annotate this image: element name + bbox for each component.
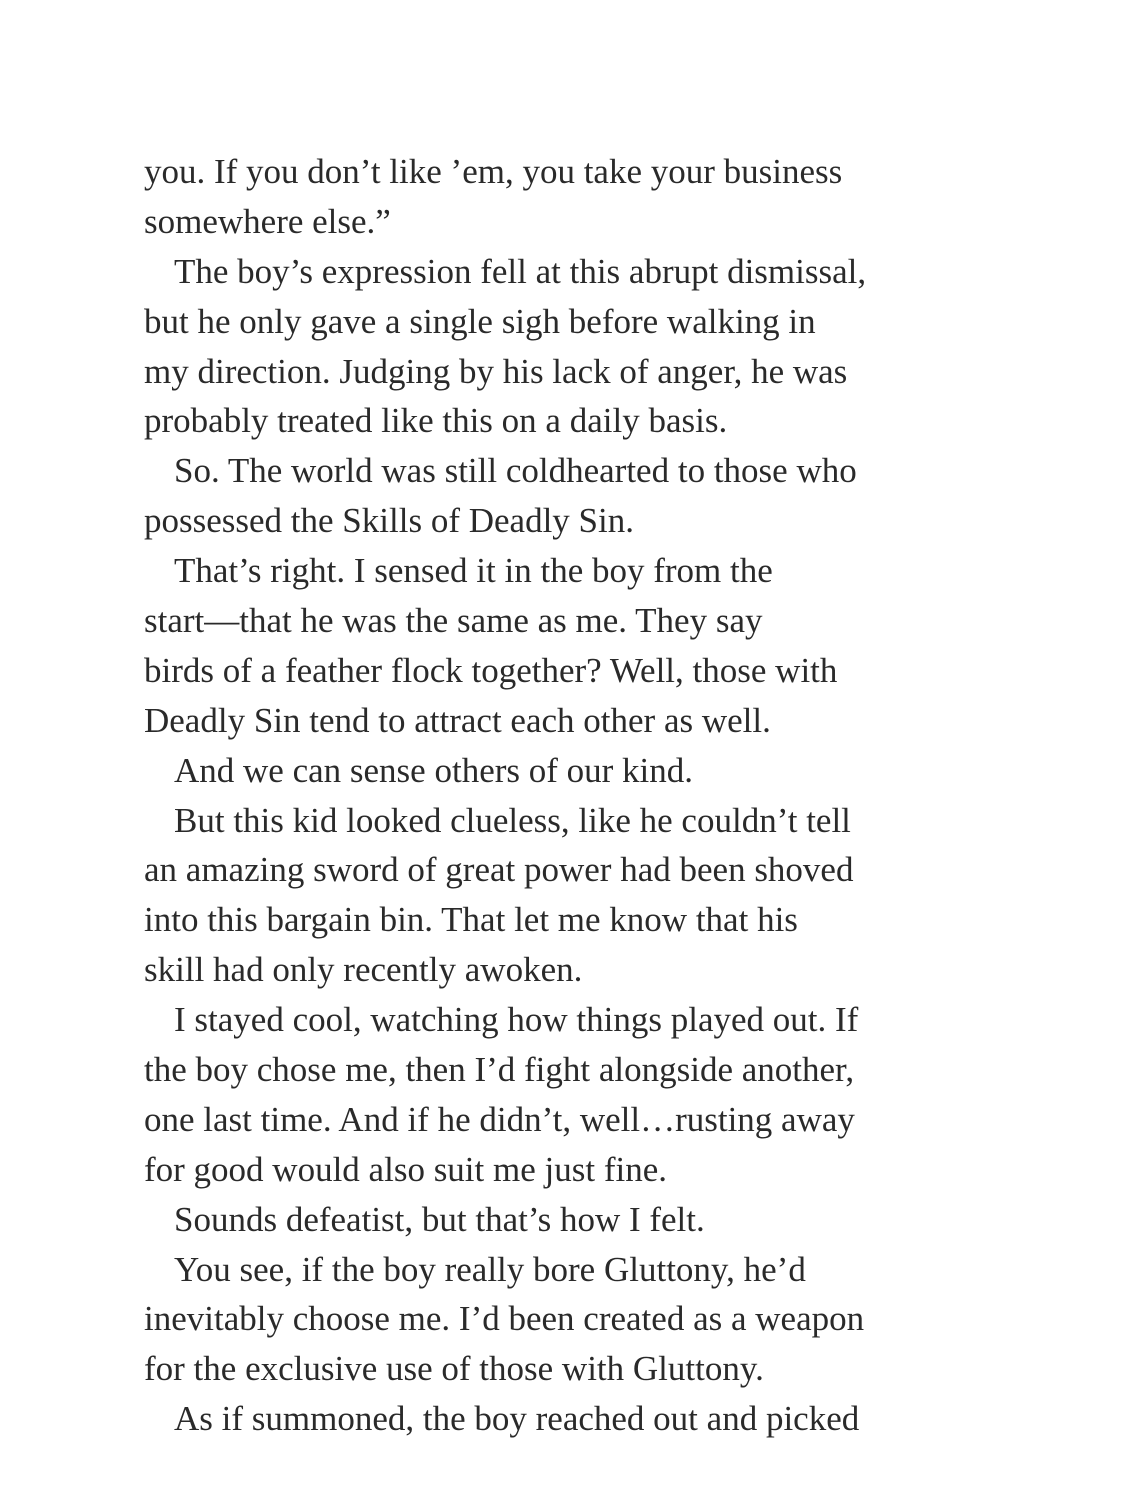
text-line: probably treated like this on a daily basis.	[144, 401, 728, 441]
text-line: inevitably choose me. I’d been created as a weapon	[144, 1299, 865, 1339]
text-line: I stayed cool, watching how things played out. If	[174, 1000, 859, 1040]
text-line: But this kid looked clueless, like he couldn’t tell	[174, 800, 851, 840]
text-line: for the exclusive use of those with Gluttony.	[144, 1349, 764, 1389]
text-line: As if summoned, the boy reached out and picked	[174, 1399, 860, 1439]
text-line: somewhere else.”	[144, 201, 391, 241]
text-line: The boy’s expression fell at this abrupt dismissal,	[174, 251, 867, 291]
text-line: possessed the Skills of Deadly Sin.	[144, 501, 634, 541]
text-line: one last time. And if he didn’t, well…rusting away	[144, 1099, 855, 1139]
text-line: skill had only recently awoken.	[144, 950, 583, 990]
text-line: birds of a feather flock together? Well, those with	[144, 650, 838, 690]
text-line: into this bargain bin. That let me know that his	[144, 900, 798, 940]
text-line: You see, if the boy really bore Gluttony, he’d	[174, 1249, 806, 1289]
text-line: but he only gave a single sigh before walking in	[144, 301, 816, 341]
text-line: Sounds defeatist, but that’s how I felt.	[174, 1199, 705, 1239]
text-line: my direction. Judging by his lack of anger, he was	[144, 351, 848, 391]
body-text	[144, 147, 974, 1444]
text-line: And we can sense others of our kind.	[174, 750, 694, 790]
text-line: That’s right. I sensed it in the boy from the	[174, 551, 773, 591]
text-line: the boy chose me, then I’d fight alongside another,	[144, 1050, 855, 1090]
text-line: Deadly Sin tend to attract each other as well.	[144, 700, 771, 740]
text-line: start—that he was the same as me. They say	[144, 601, 763, 641]
text-line: you. If you don’t like ’em, you take your business	[144, 152, 843, 191]
text-line: an amazing sword of great power had been shoved	[144, 850, 854, 890]
text-line: for good would also suit me just fine.	[144, 1149, 668, 1189]
text-line: So. The world was still coldhearted to those who	[174, 451, 857, 491]
